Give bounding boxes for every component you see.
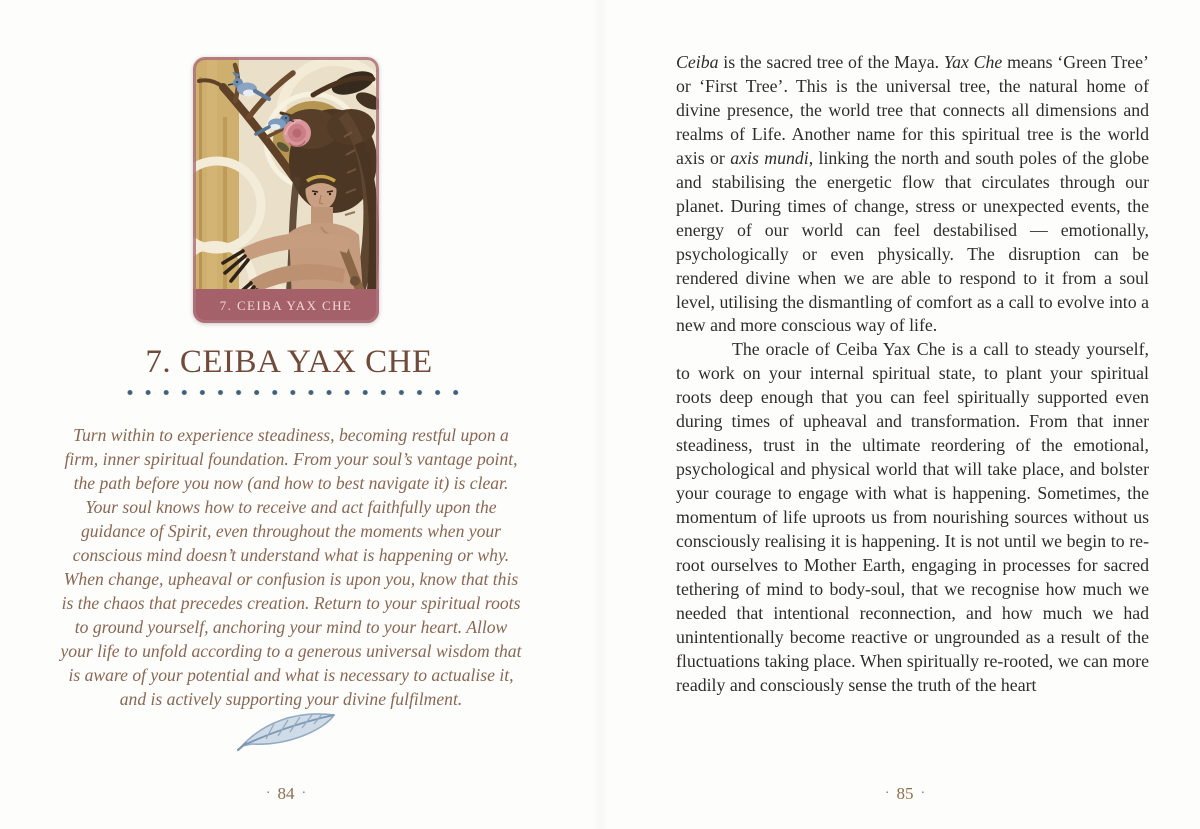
card-epigraph: Turn within to experience steadiness, becoming restful upon a firm, inner spiritual foundation. From your soul’s vantage point, the path before you now (and how to best navigate it) is clear. Your soul knows how to receive and act faithfully upon the guidance of Spirit, even throughout the moments when your conscious mind doesn’t understand what is happening or why. When change, upheaval or confusion is upon you, know that this is the chaos that precedes creation. Return to your spiritual roots to ground yourself, anchoring your mind to your heart. Allow your life to unfold according to a generous universal wisdom that is aware of your potential and what is necessary to actualise it, and is actively supporting your divine fulfilment.	[60, 425, 522, 709]
feather-icon	[236, 700, 342, 754]
card-artwork-icon	[193, 57, 379, 323]
oracle-card-image	[193, 57, 379, 323]
dotted-divider	[121, 389, 465, 396]
body-text-run: means ‘Green Tree’ or ‘First Tree’. This is the universal tree, the natural home of divine presence, the world tree that connects all dimensions and realms of Life. Another name for this spiritual tree is the world axis or	[676, 52, 1149, 168]
body-text-run: , linking the north and south poles of the globe and stabilising the energetic flow that circulates through our planet. During times of change, stress or unexpected events, the energy of our world can feel destabilised — emotionally, psychologically or even physically. The disruption can be rendered divine when we are able to respond to it from a soul level, utilising the dismantling of comfort as a call to evolve into a new and more conscious way of life.	[676, 147, 1149, 336]
folio-ornament: ·	[265, 786, 271, 801]
chapter-title: 7. CEIBA YAX CHE	[145, 344, 433, 380]
folio-number: 84	[277, 784, 295, 803]
right-page-number	[600, 784, 1200, 804]
paragraph-ceiba-intro	[676, 51, 1149, 338]
folio-ornament: ·	[884, 786, 890, 801]
folio-number: 85	[896, 784, 914, 803]
folio-ornament: ·	[301, 786, 307, 801]
left-page-number	[0, 784, 572, 804]
right-page	[600, 0, 1200, 829]
italic-term-yax-che: Yax Che	[943, 52, 1003, 72]
card-caption: 7. CEIBA YAX CHE	[193, 289, 379, 323]
italic-term-ceiba: Ceiba	[676, 52, 719, 72]
body-text-column	[676, 51, 1149, 698]
body-text-run: is the sacred tree of the Maya.	[718, 52, 944, 72]
paragraph-oracle-meaning: The oracle of Ceiba Yax Che is a call to steady yourself, to work on your internal spiritual state, to plant your spiritual roots deep enough that you can feel spiritually supported even during times of upheaval and transformation. From that inner steadiness, trust in the ultimate reordering of the emotional, psychological and physical world that will take place, and bolster your courage to engage with what is happening. Sometimes, the momentum of life uproots us from nourishing sources without us consciously realising it is happening. It is not until we begin to re-root ourselves to Mother Earth, engaging in processes for sacred tethering of mind to body-soul, that we recognise how much we needed that intentional reconnection, and how much we had unintentionally become reactive or ungrounded as a result of the fluctuations taking place. When spiritually re-rooted, we can more readily and consciously sense the truth of the heart	[676, 339, 1149, 695]
italic-term-axis-mundi: axis mundi	[730, 147, 809, 168]
folio-ornament: ·	[920, 786, 926, 801]
